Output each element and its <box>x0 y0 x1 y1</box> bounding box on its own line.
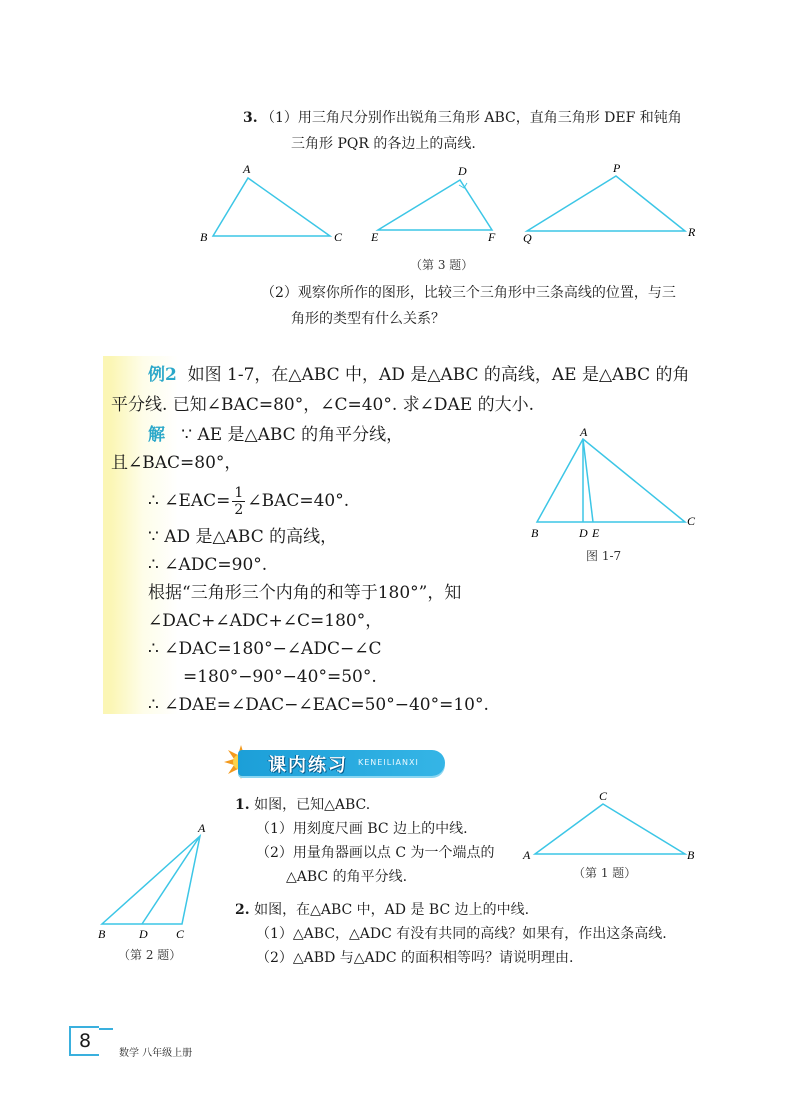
practice-q2-b: （2）△ABD 与△ADC 的面积相等吗？请说明理由. <box>256 950 574 966</box>
label-c: C <box>334 230 343 244</box>
solution-line2: 且∠BAC=80°， <box>111 453 242 473</box>
practice-banner <box>238 750 445 776</box>
practice-title: 课内练习 <box>268 755 348 776</box>
practice-q2-figure <box>90 818 220 943</box>
solution-line3: ∴ ∠EAC= $\frac{1}{2}$ ∠BAC=40°. <box>148 485 350 518</box>
label-p: P <box>613 161 621 175</box>
fig17-label-a: A <box>580 425 588 439</box>
label-f: F <box>488 230 496 244</box>
practice-q2-line: 2. 如图，在△ABC 中，AD 是 BC 边上的中线. <box>235 902 530 918</box>
solution-line7: ∠DAC+∠ADC+∠C=180°， <box>148 611 383 631</box>
label-a: A <box>243 162 251 176</box>
page-number: 8 <box>69 1026 99 1056</box>
book-title: 数学 八年级上册 <box>119 1048 193 1059</box>
footer-rule <box>99 1028 113 1056</box>
q1-label-b: B <box>687 848 695 862</box>
label-r: R <box>688 225 696 239</box>
q1-label-a: A <box>523 848 531 862</box>
practice-q1-b2: △ABC 的角平分线. <box>286 869 408 885</box>
label-q: Q <box>523 231 532 245</box>
q2-label-a: A <box>198 821 206 835</box>
triangle-abc-fig17 <box>537 439 685 522</box>
bisector-ae <box>583 439 593 522</box>
label-b: B <box>200 230 208 244</box>
practice-q1-caption: （第 1 题） <box>573 866 637 880</box>
q3-part2-line2: 角形的类型有什么关系？ <box>291 311 445 327</box>
practice-subtitle: KENEILIANXI <box>358 758 419 767</box>
q3-part1-line1: （1）用三角尺分别作出锐角三角形 ABC，直角三角形 DEF 和钝角 <box>261 110 682 126</box>
solution-line9: =180°−90°−40°=50°. <box>183 667 377 687</box>
q3-number: 3. <box>243 110 258 126</box>
fig17-label-c: C <box>687 514 696 528</box>
solution-label: 解 <box>148 425 165 445</box>
practice-q1-figure <box>515 786 705 866</box>
practice-q1-b1: （2）用量角器画以点 C 为一个端点的 <box>256 845 495 861</box>
triangle-abc <box>213 178 330 236</box>
solution-line8: ∴ ∠DAC=180°−∠ADC−∠C <box>148 639 382 659</box>
q3-part1-line2: 三角形 PQR 的各边上的高线. <box>291 136 476 152</box>
q1-triangle <box>535 804 685 854</box>
fig17-label-d: D <box>579 526 588 540</box>
solution-line6: 根据“三角形三个内角的和等于180°”，知 <box>148 583 462 603</box>
q3-part2-line1: （2）观察你所作的图形，比较三个三角形中三条高线的位置，与三 <box>261 285 676 301</box>
q3-figures <box>190 158 720 253</box>
example-line2: 平分线. 已知∠BAC=80°，∠C=40°. 求∠DAE 的大小. <box>111 395 535 415</box>
q2-label-c: C <box>176 927 185 941</box>
label-e: E <box>371 230 379 244</box>
solution-line4: ∵ AD 是△ABC 的高线， <box>148 527 338 547</box>
solution-line1: 解 ∵ AE 是△ABC 的角平分线， <box>148 425 404 445</box>
example-label: 例2 <box>148 365 177 385</box>
solution-line10: ∴ ∠DAE=∠DAC−∠EAC=50°−40°=10°. <box>148 695 489 715</box>
q2-label-b: B <box>98 927 106 941</box>
q3-caption: （第 3 题） <box>410 258 474 272</box>
triangle-pqr <box>527 176 685 231</box>
solution-line5: ∴ ∠ADC=90°. <box>148 555 268 575</box>
practice-q1-a: （1）用刻度尺画 BC 边上的中线. <box>256 821 468 837</box>
fig17-label-b: B <box>531 526 539 540</box>
q1-label-c: C <box>599 789 608 803</box>
practice-q2-caption: （第 2 题） <box>118 948 182 962</box>
practice-q2-a: （1）△ABC，△ADC 有没有共同的高线？如果有，作出这条高线. <box>256 926 667 942</box>
figure-1-7 <box>525 425 705 545</box>
fraction-half: $\frac{1}{2}$ <box>234 485 244 518</box>
triangle-def <box>378 180 492 230</box>
example-line1: 例2 如图 1-7，在△ABC 中，AD 是△ABC 的高线，AE 是△ABC 的角 <box>148 365 690 385</box>
label-d: D <box>458 164 467 178</box>
figure-1-7-caption: 图 1-7 <box>586 549 622 563</box>
fig17-label-e: E <box>592 526 600 540</box>
practice-q1-line: 1. 如图，已知△ABC. <box>235 797 371 813</box>
q2-label-d: D <box>139 927 148 941</box>
